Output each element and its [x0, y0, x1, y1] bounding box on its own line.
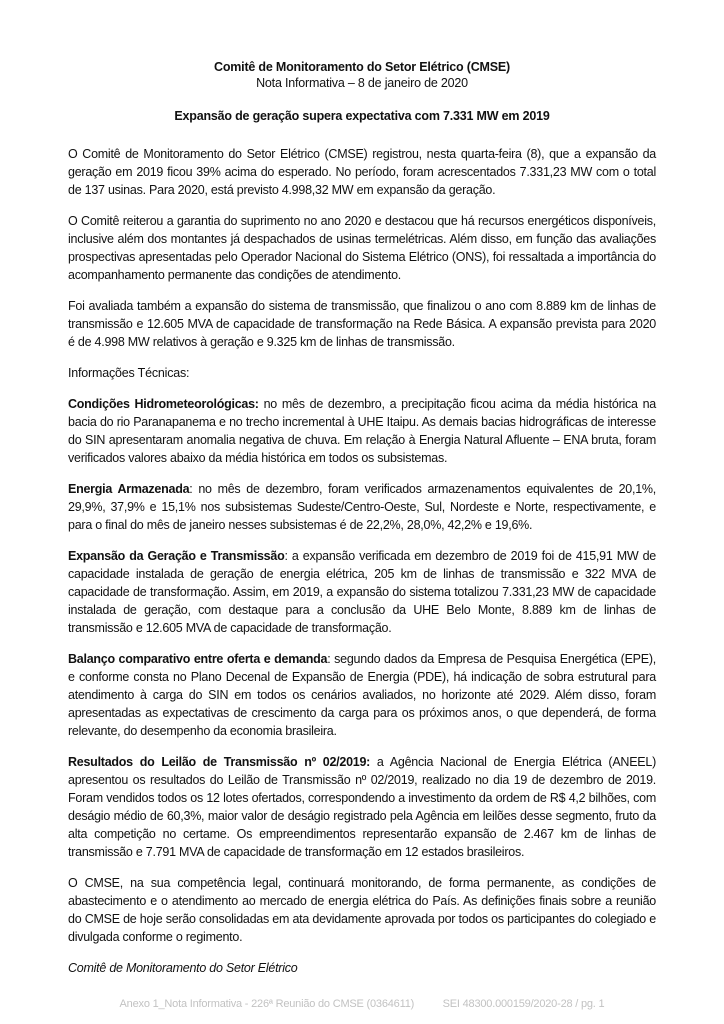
- section-auction-label: Resultados do Leilão de Transmissão nº 02/2019:: [68, 755, 371, 769]
- section-balance-text: : segundo dados da Empresa de Pesquisa Energética (EPE), e conforme consta no Plano Decenal de Expansão de Energia (PDE), há indicação de sobra estrutural para atendimento à carga do SIN em todos os cenários avaliados, no horizonte até 2029. Além disso, foram apresentadas as expectativas de crescimento da carga para os próximos anos, o que dependerá, de forma relevante, do desempenho da economia brasileira.: [68, 652, 656, 738]
- document-body: [68, 145, 656, 977]
- section-expansion-label: Expansão da Geração e Transmissão: [68, 549, 285, 563]
- section-storage-text: : no mês de dezembro, foram verificados armazenamentos equivalentes de 20,1%, 29,9%, 37,9% e 15,1% nos subsistemas Sudeste/Centro-Oeste, Sul, Nordeste e Norte, respectivamente, e para o final do mês de janeiro nesses subsistemas é de 22,2%, 28,0%, 42,2% e 19,6%.: [68, 482, 656, 532]
- note-date: Nota Informativa – 8 de janeiro de 2020: [256, 76, 468, 90]
- headline: Expansão de geração supera expectativa com 7.331 MW em 2019: [174, 109, 550, 123]
- section-hydro-label: Condições Hidrometeorológicas:: [68, 397, 259, 411]
- paragraph-supply: O Comitê reiterou a garantia do suprimento no ano 2020 e destacou que há recursos energéticos disponíveis, inclusive além dos montantes já despachados de usinas termelétricas. Além disso, em função das avaliações prospectivas apresentadas pelo Operador Nacional do Sistema Elétrico (ONS), foi ressaltada a importância do acompanhamento permanente das condições de atendimento.: [68, 214, 656, 282]
- section-storage: [68, 480, 656, 534]
- section-expansion-text: : a expansão verificada em dezembro de 2019 foi de 415,91 MW de capacidade instalada de geração de energia elétrica, 205 km de linhas de transmissão e 322 MVA de capacidade de transformação. Assim, em 2019, a expansão do sistema totalizou 7.331,23 MW de capacidade instalada de geração, com destaque para a conclusão da UHE Belo Monte, 8.889 km de linhas de transmissão e 12.605 MVA de capacidade de transformação.: [68, 549, 656, 635]
- section-auction-text: a Agência Nacional de Energia Elétrica (ANEEL) apresentou os resultados do Leilão de Transmissão nº 02/2019, realizado no dia 19 de dezembro de 2019. Foram vendidos todos os 12 lotes ofertados, correspondendo a investimento da ordem de R$ 4,2 bilhões, com deságio médio de 60,3%, maior valor de deságio registrado pela Agência em leilões desse segmento, fruto da alta competição no certame. Os empreendimentos representarão expansão de 2.467 km de linhas de transmissão e 7.791 MVA de capacidade de transformação em 12 estados brasileiros.: [68, 755, 656, 859]
- paragraph-intro: O Comitê de Monitoramento do Setor Elétrico (CMSE) registrou, nesta quarta-feira (8), que a expansão da geração em 2019 ficou 39% acima do esperado. No período, foram acrescentados 7.331,23 MW com o total de 137 usinas. Para 2020, está previsto 4.998,32 MW em expansão da geração.: [68, 147, 656, 197]
- section-storage-label: Energia Armazenada: [68, 482, 190, 496]
- section-balance: [68, 650, 656, 740]
- section-hydro-text: no mês de dezembro, a precipitação ficou acima da média histórica na bacia do rio Paranapanema e no trecho incremental à UHE Itaipu. As demais bacias hidrográficas de interesse do SIN apresentaram anomalia negativa de chuva. Em relação à Energia Natural Afluente – ENA bruta, foram verificados valores abaixo da média histórica em todos os subsistemas.: [68, 397, 656, 465]
- section-auction: [68, 753, 656, 861]
- page-footer: Anexo 1_Nota Informativa - 226ª Reunião do CMSE (0364611) SEI 48300.000159/2020-28 / pg. 1: [119, 998, 605, 1010]
- technical-info-heading: Informações Técnicas:: [68, 366, 190, 380]
- section-balance-label: Balanço comparativo entre oferta e demanda: [68, 652, 328, 666]
- section-expansion: [68, 547, 656, 637]
- signature: Comitê de Monitoramento do Setor Elétrico: [68, 961, 298, 975]
- paragraph-transmission: Foi avaliada também a expansão do sistema de transmissão, que finalizou o ano com 8.889 km de linhas de transmissão e 12.605 MVA de capacidade de transformação na Rede Básica. A expansão prevista para 2020 é de 4.998 MW relativos à geração e 9.325 km de linhas de transmissão.: [68, 299, 656, 349]
- document-header: [0, 60, 724, 90]
- paragraph-closing: O CMSE, na sua competência legal, continuará monitorando, de forma permanente, as condições de abastecimento e o atendimento ao mercado de energia elétrica do País. As definições finais sobre a reunião do CMSE de hoje serão consolidadas em ata devidamente aprovada por todos os participantes do colegiado e divulgada conforme o regimento.: [68, 876, 656, 944]
- committee-title: Comitê de Monitoramento do Setor Elétrico (CMSE): [214, 60, 510, 74]
- section-hydro: [68, 395, 656, 467]
